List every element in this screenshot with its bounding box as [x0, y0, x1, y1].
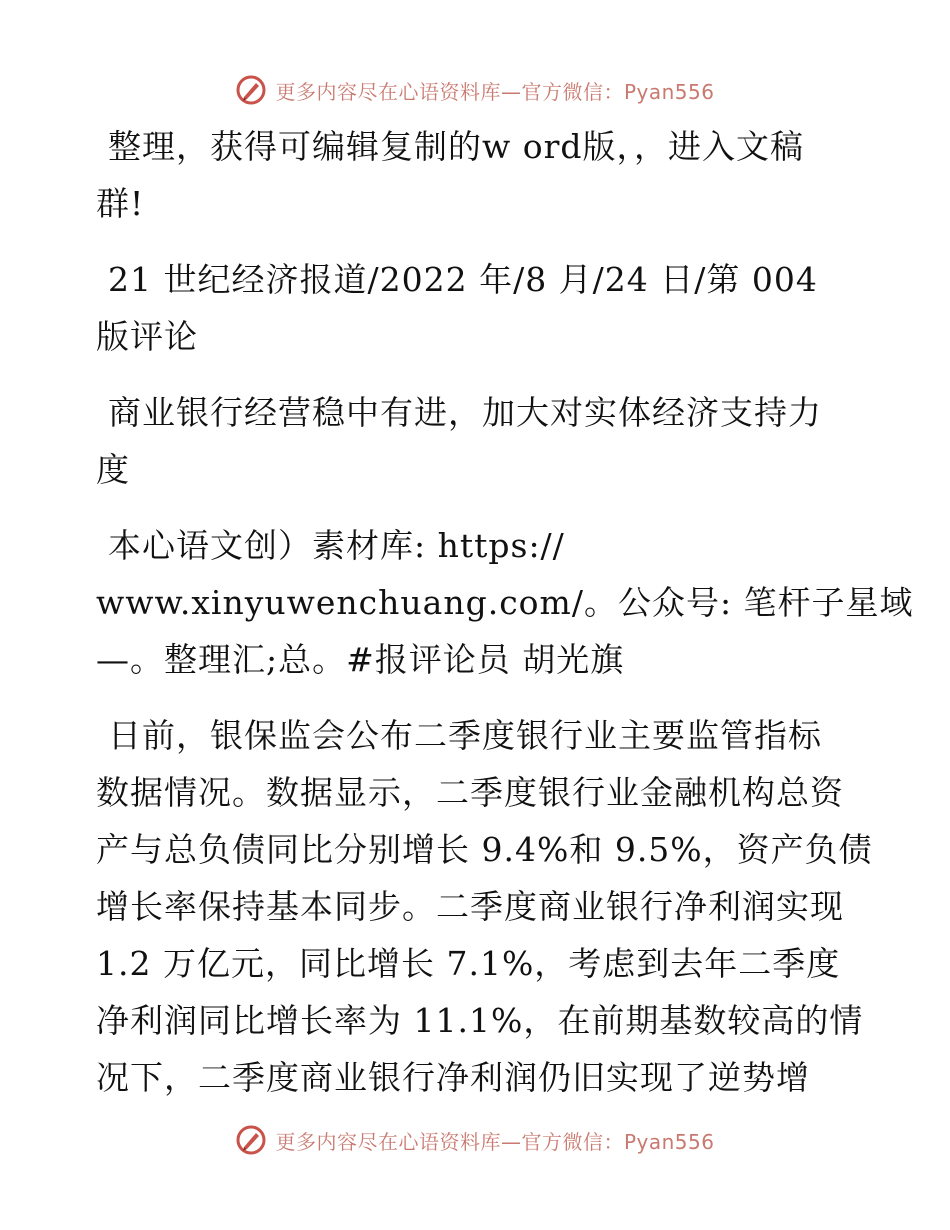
text-line: 本心语文创）素材库: https://	[108, 526, 565, 565]
footer-watermark	[0, 1120, 950, 1160]
text-line: 度	[96, 450, 130, 489]
paragraph-source	[96, 251, 856, 365]
text-line: 群!	[96, 184, 145, 223]
text-line: 整理，获得可编辑复制的w ord版，，进入文稿	[108, 127, 805, 166]
pen-circle-icon	[235, 1124, 267, 1156]
pen-circle-icon	[235, 74, 267, 106]
paragraph-body	[96, 707, 873, 1106]
text-line: 增长率保持基本同步。二季度商业银行净利润实现	[96, 887, 844, 926]
text-line: www.xinyuwenchuang.com/。公众号: 笔杆子星域	[96, 583, 914, 622]
text-line: 21 世纪经济报道/2022 年/8 月/24 日/第 004	[108, 260, 818, 299]
paragraph-intro	[96, 118, 856, 232]
text-line: 数据情况。数据显示，二季度银行业金融机构总资	[96, 773, 844, 812]
document-body	[96, 118, 914, 1125]
watermark-text: 更多内容尽在心语资料库—官方微信：Pyan556	[275, 79, 715, 104]
text-line: 1.2 万亿元，同比增长 7.1%，考虑到去年二季度	[96, 944, 841, 983]
paragraph-headline	[96, 384, 856, 498]
text-line: 净利润同比增长率为 11.1%，在前期基数较高的情	[96, 1001, 864, 1040]
text-line: 产与总负债同比分别增长 9.4%和 9.5%，资产负债	[96, 830, 873, 869]
watermark-text: 更多内容尽在心语资料库—官方微信：Pyan556	[275, 1129, 715, 1154]
text-line: 况下，二季度商业银行净利润仍旧实现了逆势增	[96, 1058, 810, 1097]
text-line: —。整理汇;总。#报评论员 胡光旗	[96, 640, 625, 679]
header-watermark	[0, 70, 950, 110]
paragraph-byline	[96, 517, 914, 688]
text-line: 日前，银保监会公布二季度银行业主要监管指标	[108, 716, 822, 755]
text-line: 商业银行经营稳中有进，加大对实体经济支持力	[108, 393, 822, 432]
text-line: 版评论	[96, 317, 198, 356]
